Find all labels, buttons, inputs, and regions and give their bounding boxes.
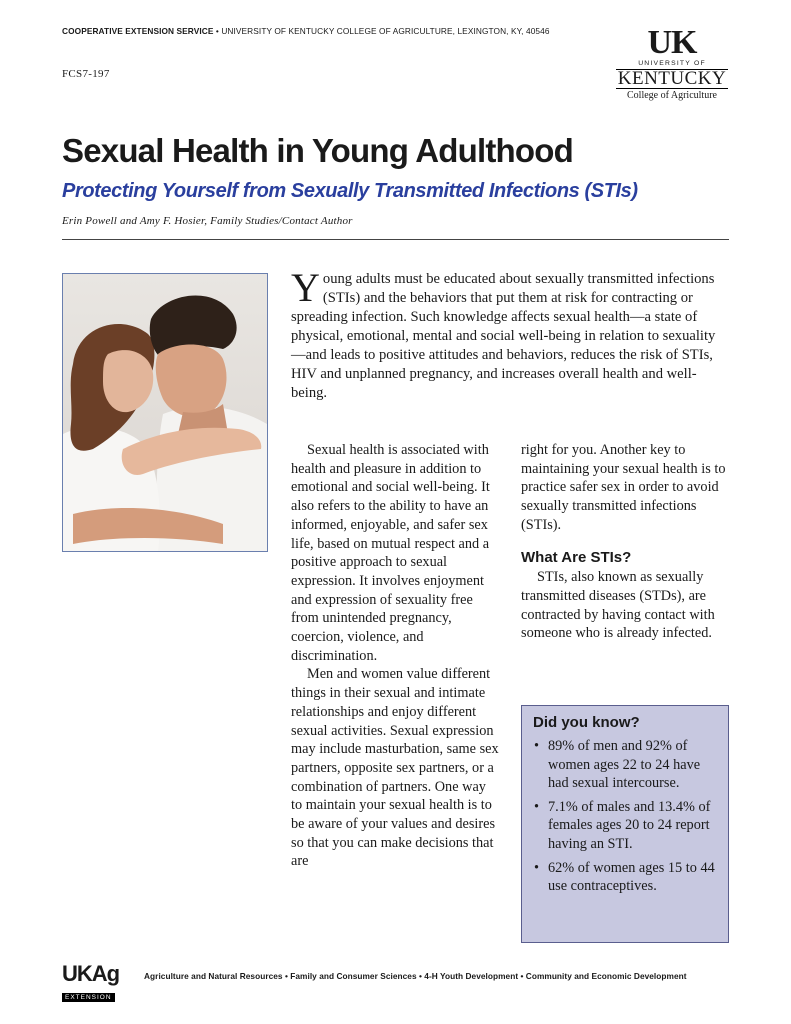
body-paragraph: STIs, also known as sexually transmitted diseases (STDs), are contracted by having contact with someone who is already infected. (521, 569, 715, 642)
document-subtitle: Protecting Yourself from Sexually Transmitted Infections (STIs) (62, 180, 638, 202)
uk-logo-kentucky: KENTUCKY (617, 68, 727, 89)
ukag-extension-logo (62, 961, 132, 1001)
bullet-icon: • (534, 859, 540, 876)
ukag-logo-mark: UKAg (62, 961, 120, 986)
uk-logo-college: College of Agriculture (627, 90, 717, 101)
fact-text: 89% of men and 92% of women ages 22 to 24 have had sexual intercourse. (548, 738, 701, 792)
section-heading-what-are-stis: What Are STIs? (521, 548, 632, 566)
body-paragraph: Men and women value different things in their sexual and intimate relationships and enjoy different sexual activities. Sexual expression may include masturbation, same sex partners, opposite sex partners, or a combination of partners. One way to maintain your sexual health is to be aware of your values and desires so that you can make decisions that are (291, 666, 499, 870)
did-you-know-title: Did you know? (533, 714, 640, 731)
publication-number: FCS7-197 (62, 68, 110, 80)
university-of-kentucky-logo (612, 26, 732, 106)
header-organization (62, 26, 550, 36)
body-column-2 (521, 441, 727, 643)
bullet-icon: • (534, 738, 540, 754)
couple-embracing-photo (62, 273, 268, 552)
couple-photo-illustration (63, 274, 267, 551)
body-column-1 (291, 441, 499, 871)
fact-text: 62% of women ages 15 to 44 use contraceptives. (548, 859, 715, 895)
body-paragraph: Sexual health is associated with health and pleasure in addition to emotional and social well-being. It also refers to the ability to have an informed, enjoyable, and safer sex life, based on mutual respect and a positive approach to sexual expression. It involves enjoyment and expression of sexuality free from unintended pregnancy, coercion, violence, and discrimination. (291, 442, 490, 664)
intro-dropcap: Y (291, 265, 320, 310)
document-title: Sexual Health in Young Adulthood (62, 132, 573, 169)
did-you-know-sidebar (521, 705, 729, 943)
fact-list-item (533, 798, 718, 854)
footer-program-areas: Agriculture and Natural Resources • Family and Consumer Sciences • 4-H Youth Development • Community and Economic Development (144, 971, 687, 981)
header-org-address: • UNIVERSITY OF KENTUCKY COLLEGE OF AGRICULTURE, LEXINGTON, KY, 40546 (213, 26, 550, 36)
fact-list-item (533, 737, 718, 793)
body-paragraph-continuation: right for you. Another key to maintaining your sexual health is to practice safer sex in order to avoid sexually transmitted infections (STIs). (521, 442, 726, 533)
ukag-logo-extension: EXTENSION (62, 993, 115, 1002)
did-you-know-list (533, 737, 718, 896)
intro-paragraph (291, 265, 723, 403)
header-org-bold: COOPERATIVE EXTENSION SERVICE (62, 26, 214, 36)
title-divider (62, 239, 729, 240)
uk-logo-mark: UK (647, 24, 697, 61)
bullet-icon: • (534, 798, 540, 815)
fact-list-item (533, 859, 718, 896)
authors-line: Erin Powell and Amy F. Hosier, Family Studies/Contact Author (62, 215, 353, 227)
fact-text: 7.1% of males and 13.4% of females ages 20 to 24 report having an STI. (548, 798, 711, 852)
intro-text: oung adults must be educated about sexually transmitted infections (STIs) and the behaviors that put them at risk for contracting or spreading infection. Such knowledge affects sexual health—a state of physical, emotional, mental and social well-being in relation to sexuality—and leads to positive attitudes and behaviors, reduces the risk of STIs, HIV and unplanned pregnancy, and increases overall health and well-being. (291, 271, 716, 401)
uk-logo-university-of: UNIVERSITY OF (638, 60, 706, 67)
